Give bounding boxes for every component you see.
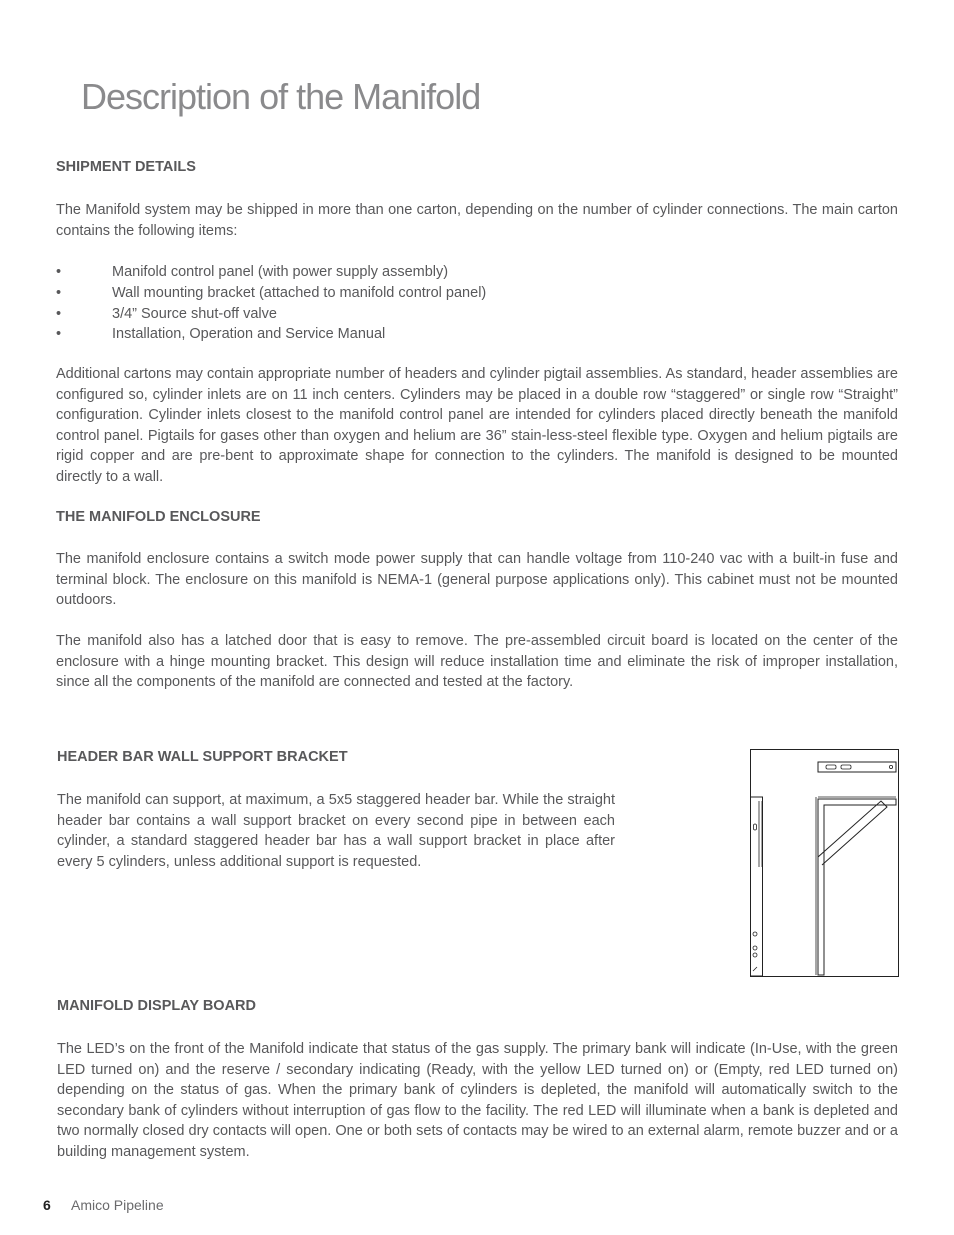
list-item [56, 283, 756, 304]
bracket-heading: HEADER BAR WALL SUPPORT BRACKET [57, 749, 348, 765]
list-item-text: Installation, Operation and Service Manual [112, 326, 386, 343]
list-item-text: 3/4” Source shut-off valve [112, 305, 277, 322]
bullet-icon: • [56, 305, 62, 322]
bracket-paragraph: The manifold can support, at maximum, a 5x5 staggered header bar. While the straight header bar contains a wall support bracket on every second pipe in between each cylinder, a standard staggered header bar has a wall support bracket in place after every 5 cylinders, unless additional support is requested. [57, 792, 615, 870]
bullet-icon: • [56, 284, 62, 301]
shipment-heading: SHIPMENT DETAILS [56, 159, 196, 175]
enclosure-paragraph-1: The manifold enclosure contains a switch mode power supply that can handle voltage from 110-240 vac with a built-in fuse and terminal block. The enclosure on this manifold is NEMA-1 (general purpose applications only). This cabinet must not be mounted outdoors. [56, 551, 898, 608]
page-title: Description of the Manifold [81, 76, 481, 117]
list-item [56, 304, 756, 325]
display-heading: MANIFOLD DISPLAY BOARD [57, 998, 256, 1014]
display-paragraph: The LED’s on the front of the Manifold indicate that status of the gas supply. The primary bank will indicate (In-Use, with the green LED turned on) and the reserve / secondary indicating (Ready, with the yellow LED turned on) or (Empty, red LED turned on) depending on the status of gas. When the primary bank of cylinders is depleted, the manifold will automatically switch to the secondary bank of cylinders without interruption of gas flow to the facility. The red LED will illuminate when a bank is depleted and two normally closed dry contacts will open. One or both sets of contacts may be wired to an external alarm, remote buzzer and or a building management system. [57, 1041, 898, 1160]
shipment-additional-paragraph: Additional cartons may contain appropriate number of headers and cylinder pigtail assemblies. As standard, header assemblies are configured so, cylinder inlets are on 11 inch centers. Cylinders may be placed in a double row “staggered” or single row “Straight” configuration. Cylinder inlets closest to the manifold control panel are intended for cylinders placed directly beneath the manifold control panel. Pigtails for gases other than oxygen and helium are 36” stain-less-steel flexible type. Oxygen and helium pigtails are rigid copper and are pre-bent to approximate shape for connection to the cylinders. The manifold is designed to be mounted directly to a wall. [56, 366, 898, 485]
wall-bracket-diagram [750, 749, 899, 977]
list-item-text: Manifold control panel (with power supply assembly) [112, 264, 449, 280]
list-item [56, 324, 756, 345]
enclosure-paragraph-2: The manifold also has a latched door that is easy to remove. The pre-assembled circuit board is located on the center of the enclosure with a hinge mounting bracket. This design will reduce installation time and eliminate the risk of improper installation, since all the components of the manifold are connected and tested at the factory. [56, 633, 898, 690]
shipment-intro: The Manifold system may be shipped in more than one carton, depending on the number of cylinder connections. The main carton contains the following items: [56, 202, 898, 239]
enclosure-heading: THE MANIFOLD ENCLOSURE [56, 509, 261, 525]
bullet-icon: • [56, 264, 62, 280]
list-item-text: Wall mounting bracket (attached to manifold control panel) [112, 284, 487, 301]
footer-text: Amico Pipeline [71, 1197, 164, 1213]
list-item [56, 262, 756, 283]
footer-page-number: 6 [43, 1197, 51, 1213]
bullet-icon: • [56, 326, 62, 343]
shipment-item-list [56, 262, 756, 345]
